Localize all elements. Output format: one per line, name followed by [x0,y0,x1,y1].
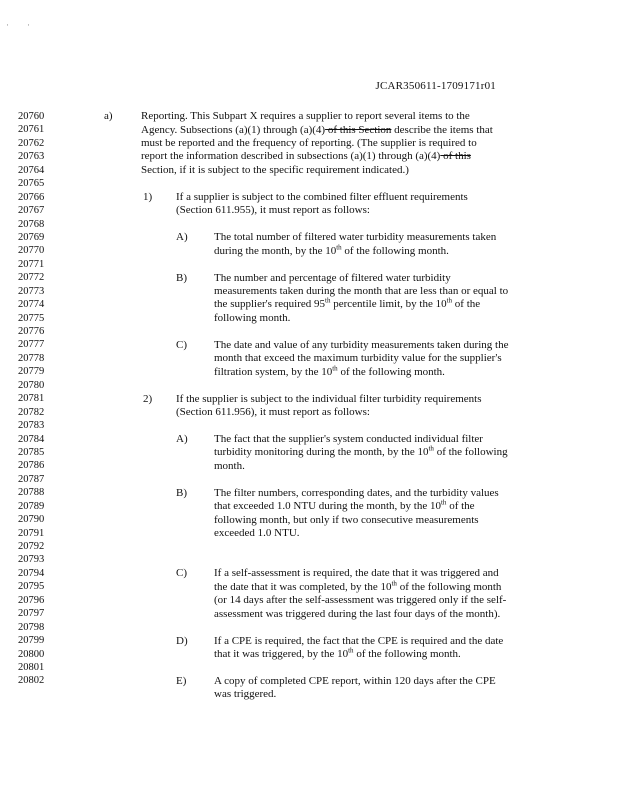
line-number: 20793 [18,554,45,566]
subsection-a-line2: Agency. Subsections (a)(1) through (a)(4) of this Section describe the items that [141,123,493,136]
line-number: 20764 [18,164,45,176]
subsection-a-line5: Section, if it is subject to the specific requirement indicated.) [141,163,409,176]
item-a1A-line2: during the month, by the 10th of the following month. [214,242,449,257]
item-a2B-line2: that exceeded 1.0 NTU during the month, by the 10th of the [214,498,475,513]
line-number: 20789 [18,500,45,512]
line-number: 20791 [18,527,45,539]
item-a2A-line2: turbidity monitoring during the month, by the 10th of the following [214,444,508,459]
item-a2E-label: E) [176,675,187,687]
line-number: 20795 [18,581,45,593]
line-number: 20802 [18,675,45,687]
scan-specks: · · [6,20,30,30]
item-a1C-line3: filtration system, by the 10th of the following month. [214,363,445,378]
item-a2D-line1: If a CPE is required, the fact that the CPE is required and the date [214,634,504,647]
item-a2A-line3: month. [214,459,245,472]
line-number: 20771 [18,258,45,270]
line-number: 20762 [18,137,45,149]
line-number: 20773 [18,285,45,297]
subsection-a2-line1: If the supplier is subject to the individual filter turbidity requirements [176,392,482,405]
line-number: 20798 [18,621,45,633]
item-a2B-line4: exceeded 1.0 NTU. [214,527,300,539]
line-number: 20777 [18,339,45,351]
line-number: 20768 [18,218,45,230]
line-number: 20788 [18,487,45,499]
item-a1B-line2: measurements taken during the month that are less than or equal to [214,284,509,297]
item-a1B-line3: the supplier's required 95th percentile limit, by the 10th of the [214,296,481,311]
line-number: 20782 [18,406,45,418]
item-a2E-line2: was triggered. [214,688,277,701]
subsection-a1-line1: If a supplier is subject to the combined filter effluent requirements [176,190,468,203]
line-number: 20780 [18,379,45,391]
line-number: 20781 [18,393,45,405]
item-a2C-line1: If a self-assessment is required, the date that it was triggered and [214,567,499,580]
item-a2B-line1: The filter numbers, corresponding dates, and the turbidity values [214,486,499,499]
line-number: 20796 [18,594,45,606]
line-number: 20769 [18,231,45,243]
line-number: 20776 [18,326,45,337]
line-number: 20787 [18,473,45,485]
item-a2C-label: C) [176,567,187,580]
item-a2D-label: D) [176,634,188,647]
item-a2D-line2: that it was triggered, by the 10th of the following month. [214,646,461,661]
line-number: 20779 [18,366,45,378]
item-a1A-label: A) [176,231,188,244]
item-a1A-line1: The total number of filtered water turbidity measurements taken [214,231,497,244]
line-number: 20797 [18,608,45,620]
line-number: 20785 [18,446,45,458]
subsection-a1-label: 1) [143,190,153,203]
subsection-a2-line2: (Section 611.956), it must report as follows: [176,406,370,418]
subsection-a-line4: report the information described in subsections (a)(1) through (a)(4) of this [141,150,471,163]
item-a1B-line1: The number and percentage of filtered water turbidity [214,271,451,284]
line-number: 20799 [18,635,45,647]
item-a1C-label: C) [176,338,187,351]
subsection-a-label: a) [104,110,113,122]
line-number: 20783 [18,420,45,432]
line-number: 20765 [18,178,45,190]
subsection-a2-label: 2) [143,392,153,405]
item-a2C-line4: assessment was triggered during the last four days of the month). [214,607,501,620]
line-number: 20792 [18,541,45,552]
subsection-a-line1: Reporting. This Subpart X requires a supplier to report several items to the [141,110,470,122]
line-number: 20763 [18,151,45,163]
subsection-a-line3: must be reported and the frequency of reporting. (The supplier is required to [141,137,477,149]
line-number: 20766 [18,191,45,203]
line-number: 20772 [18,272,45,284]
line-number: 20784 [18,433,45,445]
line-number: 20767 [18,205,45,217]
item-a2C-line2: the date that it was completed, by the 10th of the following month [214,579,502,593]
item-a2C-line3: (or 14 days after the self-assessment was triggered only if the self- [214,594,507,607]
item-a2A-label: A) [176,432,188,445]
line-number: 20760 [18,111,45,122]
item-a2B-label: B) [176,486,187,499]
line-numbers [18,110,44,688]
item-a1C-line2: month that exceed the maximum turbidity value for the supplier's [214,352,502,365]
item-a1B-line4: following month. [214,311,291,324]
line-number: 20801 [18,661,45,673]
line-number: 20794 [18,567,45,579]
line-number: 20778 [18,352,45,364]
line-number: 20790 [18,514,45,526]
item-a2A-line1: The fact that the supplier's system conducted individual filter [214,432,483,445]
line-number: 20761 [18,124,45,136]
line-number: 20800 [18,648,45,660]
item-a2B-line3: following month, but only if two consecutive measurements [214,513,479,526]
item-a2E-line1: A copy of completed CPE report, within 120 days after the CPE [214,675,496,687]
line-number: 20786 [18,460,45,472]
item-a1C-line1: The date and value of any turbidity measurements taken during the [214,338,509,351]
line-number: 20775 [18,312,45,324]
item-a1B-label: B) [176,271,187,284]
line-number: 20774 [18,299,45,311]
line-number: 20770 [18,245,45,257]
document-id: JCAR350611-1709171r01 [375,80,496,92]
subsection-a1-line2: (Section 611.955), it must report as follows: [176,204,370,217]
